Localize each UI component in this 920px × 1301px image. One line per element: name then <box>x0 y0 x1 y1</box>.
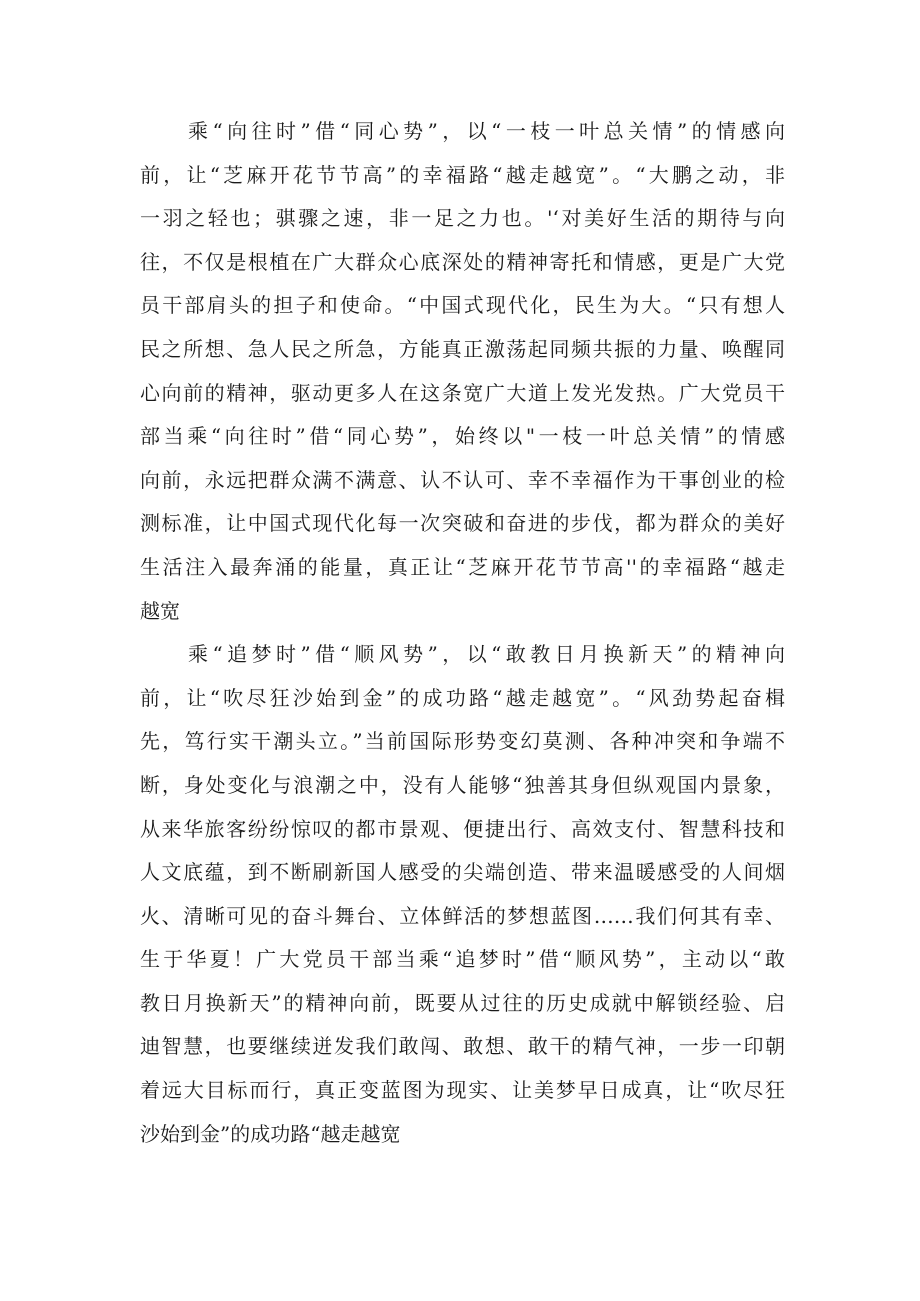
text-line: 断，身处变化与浪潮之中，没有人能够“独善其身但纵观国内景象， <box>140 772 785 797</box>
paragraph-2 <box>140 633 785 1156</box>
text-line: 心向前的精神，驱动更多人在这条宽广大道上发光发热。广大党员干 <box>140 380 785 405</box>
text-line: 测标准，让中国式现代化每一次突破和奋进的步伐，都为群众的美好 <box>140 511 785 536</box>
text-line: 越宽 <box>140 598 180 623</box>
text-line: 员干部肩头的担子和使命。“中国式现代化，民生为大。“只有想人 <box>140 293 785 318</box>
text-line: 乘“向往时”借“同心势”，以“一枝一叶总关情”的情感向 <box>188 119 785 143</box>
paragraph-1 <box>140 110 785 633</box>
text-line: 迪智慧，也要继续迸发我们敢闯、敢想、敢干的精气神，一步一印朝 <box>140 1034 785 1059</box>
text-line: 沙始到金”的成功路“越走越宽 <box>140 1121 401 1146</box>
document-body <box>140 110 785 1156</box>
text-line: 先，笃行实干潮头立。”当前国际形势变幻莫测、各种冲突和争端不 <box>140 729 785 754</box>
text-line: 生活注入最奔涌的能量，真正让“芝麻开花节节高''的幸福路“越走 <box>140 554 785 579</box>
text-line: 着远大目标而行，真正变蓝图为现实、让美梦早日成真，让“吹尽狂 <box>140 1078 785 1103</box>
text-line: 火、清晰可见的奋斗舞台、立体鲜活的梦想蓝图……我们何其有幸、 <box>140 903 785 928</box>
text-line: 民之所想、急人民之所急，方能真正激荡起同频共振的力量、唤醒同 <box>140 336 785 361</box>
text-line: 一羽之轻也；骐骤之速，非一足之力也。'‘对美好生活的期待与向 <box>140 206 785 231</box>
text-line: 人文底蕴，到不断刷新国人感受的尖端创造、带来温暖感受的人间烟 <box>140 860 785 885</box>
text-line: 往，不仅是根植在广大群众心底深处的精神寄托和情感，更是广大党 <box>140 249 785 274</box>
text-line: 生于华夏！广大党员干部当乘“追梦时”借“顺风势”，主动以“敢 <box>140 947 785 972</box>
text-line: 向前，永远把群众满不满意、认不认可、幸不幸福作为干事创业的检 <box>140 467 785 492</box>
text-line: 从来华旅客纷纷惊叹的都市景观、便捷出行、高效支付、智慧科技和 <box>140 816 785 841</box>
text-line: 部当乘“向往时”借“同心势”，始终以"一枝一叶总关情”的情感 <box>140 424 785 449</box>
text-line: 前，让“吹尽狂沙始到金”的成功路“越走越宽”。“风劲势起奋楫 <box>140 685 785 710</box>
text-line: 乘“追梦时”借“顺风势”，以“敢教日月换新天”的精神向 <box>188 642 785 667</box>
text-line: 前，让“芝麻开花节节高”的幸福路“越走越宽”。“大鹏之动，非 <box>140 162 785 187</box>
text-line: 教日月换新天”的精神向前，既要从过往的历史成就中解锁经验、启 <box>140 990 785 1015</box>
